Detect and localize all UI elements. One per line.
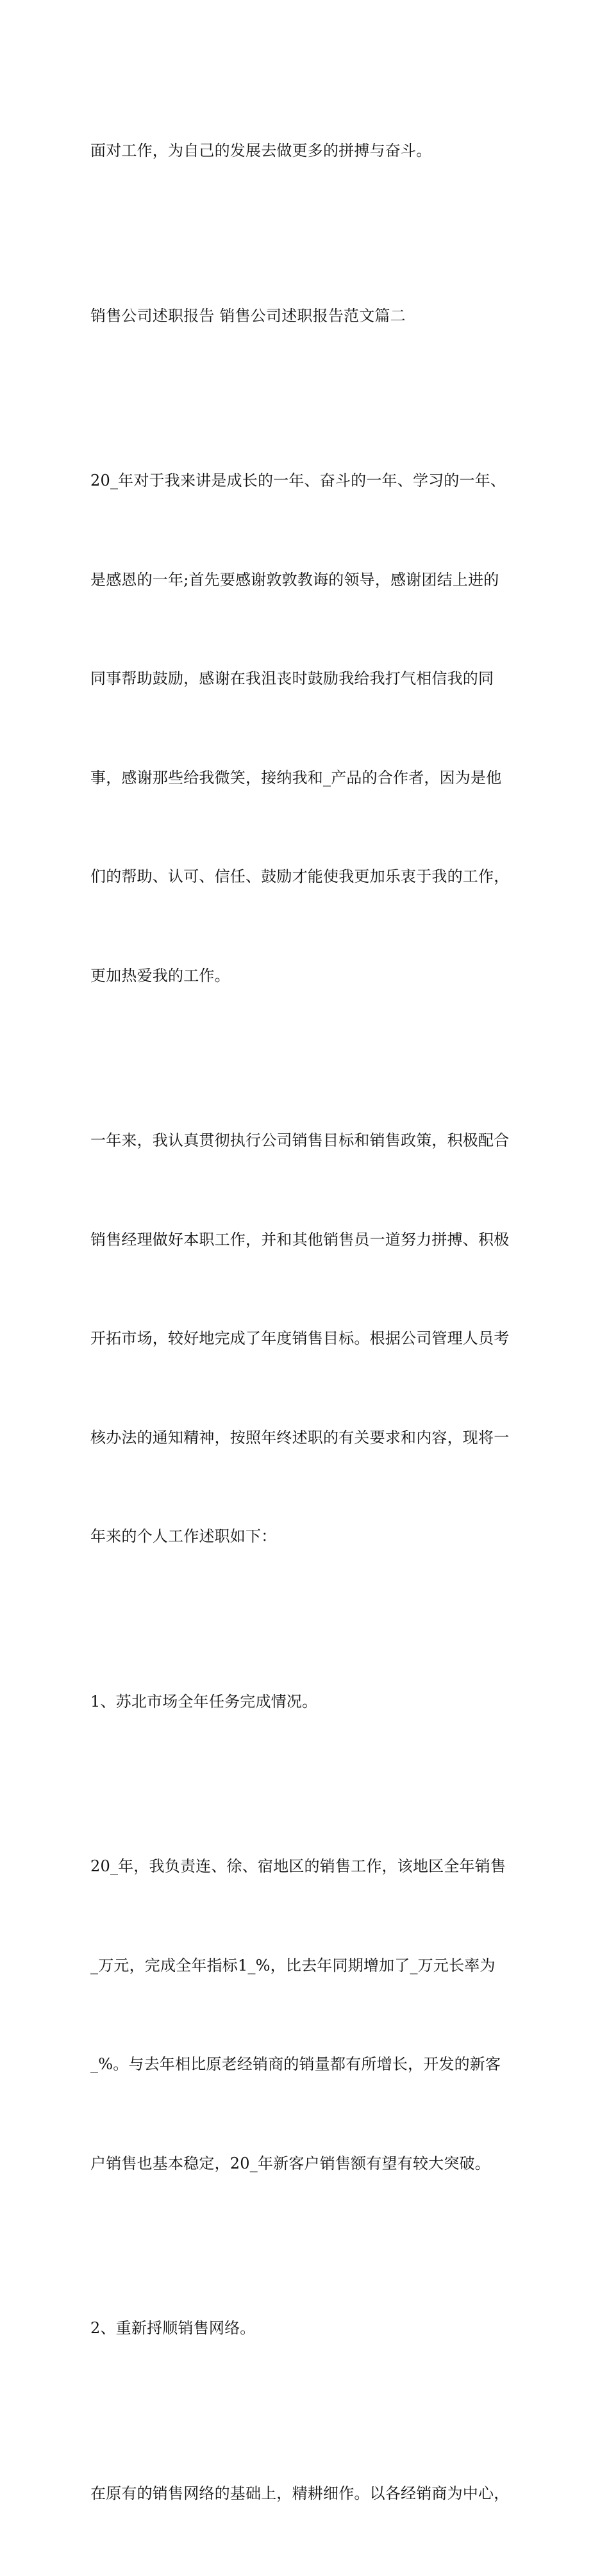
text-line: 年来的个人工作述职如下： bbox=[90, 1520, 526, 1554]
document-page bbox=[0, 0, 609, 787]
text-line: 在原有的销售网络的基础上，精耕细作。以各经销商为中心， bbox=[90, 2477, 526, 2511]
text-line: 1、苏北市场全年任务完成情况。 bbox=[90, 1686, 526, 1719]
text-line: 2、重新捋顺销售网络。 bbox=[90, 2312, 526, 2345]
text-line: 核办法的通知精神，按照年终述职的有关要求和内容，现将一 bbox=[90, 1422, 526, 1455]
heading-item-1 bbox=[90, 1620, 526, 1785]
text-line: 销售经理做好本职工作，并和其他销售员一道努力拼搏、积极 bbox=[90, 1224, 526, 1257]
document-body bbox=[90, 69, 526, 2576]
text-line: _%。与去年相比原老经销商的销量都有所增长，开发的新客 bbox=[90, 2048, 526, 2081]
text-line: _万元，完成全年指标1_%，比去年同期增加了_万元长率为 bbox=[90, 1949, 526, 1983]
text-line: 20_年，我负责连、徐、宿地区的销售工作，该地区全年销售 bbox=[90, 1850, 526, 1883]
text-line: 一年来，我认真贯彻执行公司销售目标和销售政策，积极配合 bbox=[90, 1124, 526, 1158]
heading-item-2 bbox=[90, 2246, 526, 2411]
text-line: 同事帮助鼓励，感谢在我沮丧时鼓励我给我打气相信我的同 bbox=[90, 662, 526, 696]
text-line: 开拓市场，较好地完成了年度销售目标。根据公司管理人员考 bbox=[90, 1322, 526, 1356]
paragraph-closing-line bbox=[90, 69, 526, 234]
paragraph-gratitude bbox=[90, 398, 526, 1058]
text-line: 面对工作，为自己的发展去做更多的拼搏与奋斗。 bbox=[90, 135, 526, 168]
text-line: 事，感谢那些给我微笑，接纳我和_产品的合作者，因为是他 bbox=[90, 762, 526, 795]
text-line: 20_年对于我来讲是成长的一年、奋斗的一年、学习的一年、 bbox=[90, 464, 526, 498]
text-line: 是感恩的一年;首先要感谢敦敦教诲的领导，感谢团结上进的 bbox=[90, 564, 526, 597]
text-line: 户销售也基本稳定，20_年新客户销售额有望有较大突破。 bbox=[90, 2147, 526, 2181]
paragraph-sales-results bbox=[90, 1784, 526, 2246]
text-line: 们的帮助、认可、信任、鼓励才能使我更加乐衷于我的工作， bbox=[90, 860, 526, 894]
paragraph-overview bbox=[90, 1058, 526, 1620]
text-line: 销售公司述职报告 销售公司述职报告范文篇二 bbox=[90, 300, 526, 333]
text-line: 更加热爱我的工作。 bbox=[90, 960, 526, 993]
section-title bbox=[90, 234, 526, 399]
paragraph-network bbox=[90, 2411, 526, 2576]
